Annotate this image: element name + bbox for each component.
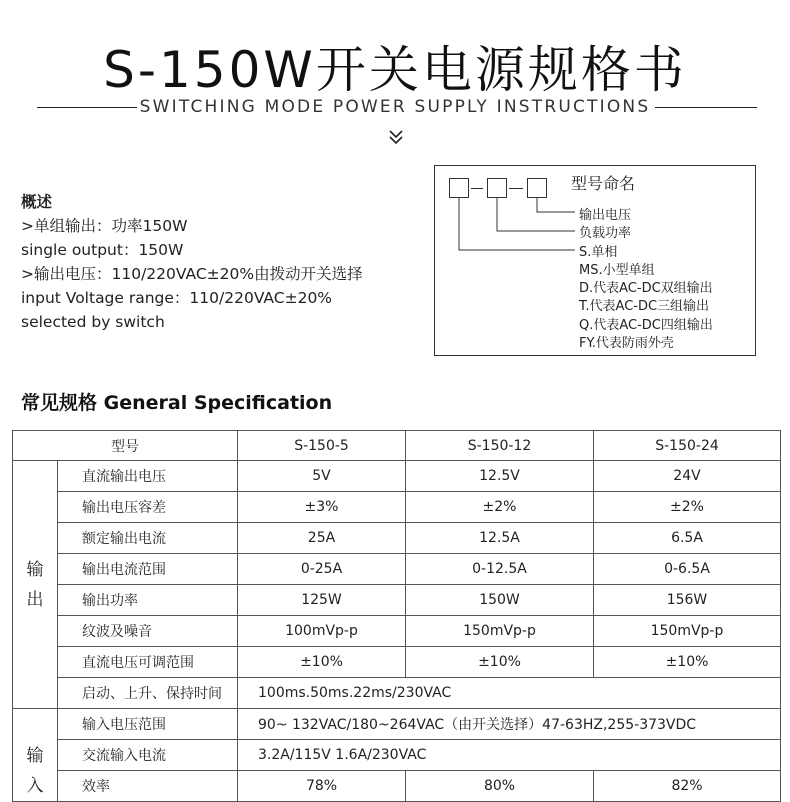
spec-value: 3.2A/115V 1.6A/230VAC	[238, 740, 781, 771]
overview-section	[21, 190, 363, 334]
overview-line: selected by switch	[21, 313, 165, 331]
naming-dash	[509, 188, 523, 189]
table-row	[13, 492, 781, 523]
naming-dash	[471, 188, 483, 189]
overview-line: input Voltage range：110/220VAC±20%	[21, 289, 333, 307]
overview-line: >输出电压：110/220VAC±20%由拨动开关选择	[21, 265, 363, 283]
spec-value: 156W	[594, 585, 781, 616]
spec-value: 5V	[238, 461, 406, 492]
spec-label: 直流电压可调范围	[58, 647, 238, 678]
spec-value: 24V	[594, 461, 781, 492]
naming-label: MS.小型单组	[579, 263, 655, 278]
naming-title: 型号命名	[571, 174, 636, 193]
spec-label: 直流输出电压	[58, 461, 238, 492]
table-row	[13, 616, 781, 647]
naming-label: T.代表AC-DC三组输出	[579, 299, 710, 314]
model-column-header: S-150-12	[406, 431, 594, 461]
table-row	[13, 647, 781, 678]
double-chevron-down-icon	[386, 128, 406, 148]
spec-label: 额定输出电流	[58, 523, 238, 554]
spec-label: 效率	[58, 771, 238, 802]
model-naming-box	[434, 165, 756, 356]
spec-value: 0-6.5A	[594, 554, 781, 585]
input-group-label: 输 入	[13, 709, 58, 802]
spec-value: 78%	[238, 771, 406, 802]
naming-label: S.单相	[579, 245, 618, 260]
spec-value: ±10%	[594, 647, 781, 678]
spec-label: 纹波及噪音	[58, 616, 238, 647]
spec-value: 0-25A	[238, 554, 406, 585]
spec-value: ±10%	[406, 647, 594, 678]
overview-line: >单组输出：功率150W	[21, 217, 188, 235]
spec-value: 82%	[594, 771, 781, 802]
table-row	[13, 523, 781, 554]
model-column-header: S-150-24	[594, 431, 781, 461]
spec-value: 25A	[238, 523, 406, 554]
spec-table	[12, 430, 781, 802]
table-row	[13, 678, 781, 709]
naming-label: D.代表AC-DC双组输出	[579, 281, 713, 296]
spec-value: 6.5A	[594, 523, 781, 554]
spec-value: ±10%	[238, 647, 406, 678]
model-header: 型号	[13, 431, 238, 461]
naming-label: 输出电压	[579, 208, 632, 223]
table-row	[13, 585, 781, 616]
spec-value: ±3%	[238, 492, 406, 523]
spec-value: 12.5V	[406, 461, 594, 492]
subtitle-row	[0, 97, 790, 119]
page-title: S-150W开关电源规格书	[103, 41, 687, 99]
spec-label: 交流输入电流	[58, 740, 238, 771]
table-row	[13, 709, 781, 740]
table-row	[13, 771, 781, 802]
section-title: 常见规格 General Specification	[21, 392, 333, 414]
table-row	[13, 554, 781, 585]
spec-value: 100ms.50ms.22ms/230VAC	[238, 678, 781, 709]
naming-box-power	[487, 178, 507, 198]
model-column-header: S-150-5	[238, 431, 406, 461]
table-header-row	[13, 431, 781, 461]
overview-heading: 概述	[21, 193, 53, 211]
spec-label: 输出电压容差	[58, 492, 238, 523]
page-subtitle: SWITCHING MODE POWER SUPPLY INSTRUCTIONS	[139, 97, 651, 117]
spec-value: 12.5A	[406, 523, 594, 554]
spec-label: 启动、上升、保持时间	[58, 678, 238, 709]
spec-value: 125W	[238, 585, 406, 616]
naming-box-series	[449, 178, 469, 198]
spec-value: 80%	[406, 771, 594, 802]
spec-label: 输入电压范围	[58, 709, 238, 740]
spec-label: 输出功率	[58, 585, 238, 616]
spec-value: ±2%	[594, 492, 781, 523]
table-row	[13, 740, 781, 771]
naming-box-voltage	[527, 178, 547, 198]
spec-value: 150mVp-p	[594, 616, 781, 647]
spec-value: ±2%	[406, 492, 594, 523]
spec-value: 150mVp-p	[406, 616, 594, 647]
spec-value: 100mVp-p	[238, 616, 406, 647]
divider-right	[655, 107, 757, 108]
spec-value: 0-12.5A	[406, 554, 594, 585]
naming-label: Q.代表AC-DC四组输出	[579, 318, 713, 333]
spec-value: 150W	[406, 585, 594, 616]
output-group-label: 输 出	[13, 461, 58, 709]
spec-value: 90~ 132VAC/180~264VAC（由开关选择）47-63HZ,255-373VDC	[238, 709, 781, 740]
overview-line: single output：150W	[21, 241, 184, 259]
naming-label: 负载功率	[579, 226, 632, 241]
spec-label: 输出电流范围	[58, 554, 238, 585]
table-row	[13, 461, 781, 492]
naming-label: FY.代表防雨外壳	[579, 336, 674, 351]
